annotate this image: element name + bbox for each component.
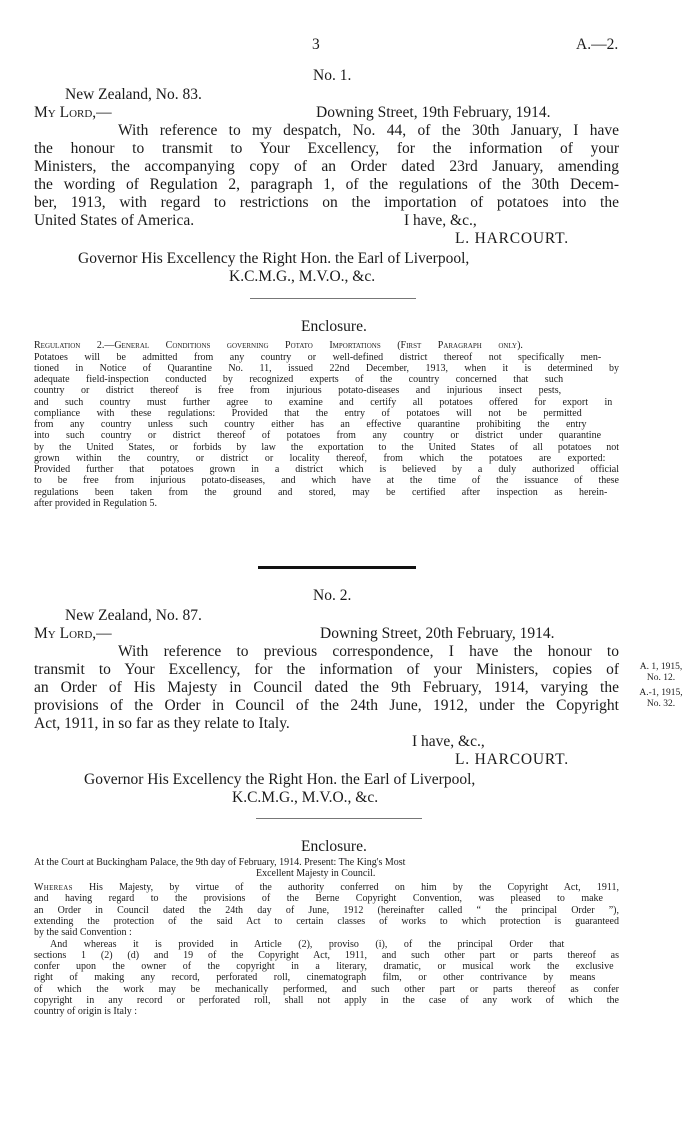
enclosure2-line: And whereas it is provided in Article (2), proviso (i), of the principal Order that xyxy=(50,939,565,950)
enclosure1-line: regulations been taken from the ground and stored, may be certified after inspection as herein- xyxy=(34,487,608,498)
enclosure2-court-line: Excellent Majesty in Council. xyxy=(256,868,376,879)
enclosure2-line: an Order in Council dated the 24th day of June, 1912 (hereinafter called “ the principal Order ”), xyxy=(34,905,619,916)
doc1-number: No. 1. xyxy=(313,67,352,84)
doc1-body-line: the honour to transmit to Your Excellency, for the information of your xyxy=(34,140,619,157)
enclosure1-line: country or district thereof is free from injurious potato-diseases and injurious insect pests, xyxy=(34,385,562,396)
doc2-body-line: Act, 1911, in so far as they relate to Italy. xyxy=(34,715,290,732)
enclosure2-court-line: At the Court at Buckingham Palace, the 9th day of February, 1914. Present: The King's Most xyxy=(34,857,406,868)
doc2-addressee-honours: K.C.M.G., M.V.O., &c. xyxy=(232,789,379,806)
page-number: 3 xyxy=(312,36,320,53)
doc1-signature: L. HARCOURT. xyxy=(455,230,569,247)
enclosure1-line: after provided in Regulation 5. xyxy=(34,498,158,509)
enclosure1-line: into such country or district thereof of potatoes from any country or district under quarantine xyxy=(34,430,602,441)
doc1-body-line: Ministers, the accompanying copy of an Order dated 23rd January, amending xyxy=(34,158,619,175)
doc2-closing: I have, &c., xyxy=(412,733,485,750)
enclosure1-line: and such country must further agree to examine and certify all potatoes offered for export in xyxy=(34,397,613,408)
enclosure2-line: and having regard to the provisions of the Berne Copyright Convention, was pleased to make xyxy=(34,893,603,904)
enclosure1-line: to be free from injurious potato-diseases, and which have at the time of the issuance of these xyxy=(34,475,619,486)
enclosure1-heading: Enclosure. xyxy=(301,318,367,335)
enclosure1-line: grown within the country, or district or locality thereof, from which the potatoes are exported: xyxy=(34,453,606,464)
doc2-recipient: New Zealand, No. 87. xyxy=(65,607,202,624)
doc2-salutation: My Lord,— xyxy=(34,625,112,642)
doc1-recipient: New Zealand, No. 83. xyxy=(65,86,202,103)
doc2-body-line: provisions of the Order in Council of the 24th June, 1912, under the Copyright xyxy=(34,697,619,714)
margin-note-number: No. 12. xyxy=(646,673,676,683)
enclosure1-line: tioned in Notice of Quarantine No. 11, issued 22nd December, 1913, when it is determined by xyxy=(34,363,619,374)
enclosure2-heading: Enclosure. xyxy=(301,838,367,855)
doc1-body-line: United States of America. xyxy=(34,212,195,229)
enclosure2-line: of which the work may be mechanically performed, and such other part or parts thereof as confer xyxy=(34,984,619,995)
doc1-body-line: the wording of Regulation 2, paragraph 1, of the regulations of the 30th Decem- xyxy=(34,176,619,193)
section-divider-thick xyxy=(258,566,416,569)
enclosure2-line: confer upon the owner of the copyright in a literary, dramatic, or musical work the exclusive xyxy=(34,961,614,972)
enclosure2-line: extending the protection of the said Act to certain classes of works to which protection is guaranteed xyxy=(34,916,619,927)
margin-note xyxy=(632,662,690,684)
enclosure2-line: country of origin is Italy : xyxy=(34,1006,138,1017)
doc1-addressee: Governor His Excellency the Right Hon. the Earl of Liverpool, xyxy=(78,250,470,267)
doc2-place-date: Downing Street, 20th February, 1914. xyxy=(320,625,555,642)
doc2-body-line: transmit to Your Excellency, for the information of your Ministers, copies of xyxy=(34,661,619,678)
document-reference: A.—2. xyxy=(576,36,619,53)
enclosure2-line: sections 1 (2) (d) and 19 of the Copyright Act, 1911, and such other part or parts thereof as xyxy=(34,950,619,961)
enclosure1-line: Provided further that potatoes grown in a district which is believed by a duly authorized official xyxy=(34,464,619,475)
enclosure2-line: by the said Convention : xyxy=(34,927,132,938)
doc2-signature: L. HARCOURT. xyxy=(455,751,569,768)
enclosure1-line: from any country unless such country either has an effective quarantine prohibiting the entry xyxy=(34,419,587,430)
enclosure1-line: adequate field-inspection conducted by recognized experts of the country concerned that such xyxy=(34,374,564,385)
enclosure1-title: Regulation 2.—General Conditions governing Potato Importations (First Paragraph only). xyxy=(34,340,523,351)
doc1-place-date: Downing Street, 19th February, 1914. xyxy=(316,104,551,121)
enclosure2-line-rest: His Majesty, by virtue of the authority conferred on him by the Copyright Act, 1911, xyxy=(72,882,619,893)
margin-note-ref: A. 1, 1915, xyxy=(639,662,683,672)
doc2-addressee: Governor His Excellency the Right Hon. the Earl of Liverpool, xyxy=(84,771,476,788)
doc1-addressee-honours: K.C.M.G., M.V.O., &c. xyxy=(229,268,376,285)
section-divider xyxy=(250,298,416,299)
enclosure2-line: Whereas His Majesty, by virtue of the authority conferred on him by the Copyright Act, 1911, xyxy=(34,882,619,893)
doc1-body-line: With reference to my despatch, No. 44, of the 30th January, I have xyxy=(118,122,619,139)
enclosure2-line: right of making any record, perforated roll, cinematograph film, or other contrivance by means xyxy=(34,972,596,983)
margin-note-ref: A.-1, 1915, xyxy=(639,688,683,698)
doc1-closing: I have, &c., xyxy=(404,212,477,229)
doc2-body-line: an Order of His Majesty in Council dated the 9th February, 1914, varying the xyxy=(34,679,619,696)
enclosure1-line: compliance with these regulations: Provided that the entry of potatoes will not be permitted xyxy=(34,408,582,419)
doc2-body-line: With reference to previous correspondence, I have the honour to xyxy=(118,643,619,660)
enclosure1-line: Potatoes will be admitted from any country or well-defined district thereof not specifically men- xyxy=(34,352,602,363)
enclosure2-line: copyright in any record or perforated roll, shall not apply in the case of any work of which the xyxy=(34,995,619,1006)
enclosure1-line: by the United States, or forbids by law the exportation to the United States of all potatoes not xyxy=(34,442,619,453)
doc1-body-line: ber, 1913, with regard to restrictions on the importation of potatoes into the xyxy=(34,194,619,211)
section-divider xyxy=(256,818,422,819)
doc2-number: No. 2. xyxy=(313,587,352,604)
doc1-salutation: My Lord,— xyxy=(34,104,112,121)
margin-note xyxy=(632,688,690,710)
margin-note-number: No. 32. xyxy=(646,699,676,709)
